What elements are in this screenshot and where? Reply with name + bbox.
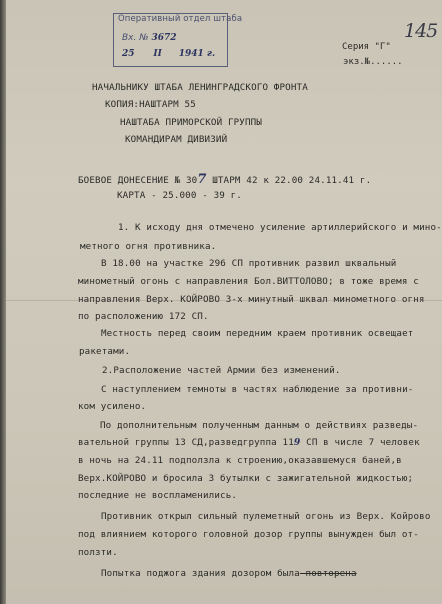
stamp-title: Оперативный отдел штаба: [118, 14, 243, 24]
report-title: БОЕВОЕ ДОНЕСЕНИЕ № 307 ШТАРМ 42 к 22.00 24.11.41 г.: [78, 172, 372, 187]
body-line-2: метного огня противника.: [80, 241, 217, 252]
report-map: КАРТА - 25.000 - 39 г.: [117, 190, 242, 201]
scan-edge: [0, 0, 6, 604]
body-line-14: в ночь на 24.11 подползла к строению,оказавшемуся баней,в: [78, 455, 402, 466]
copy-number: экз.№......: [343, 57, 403, 67]
body-line-17: Противник открыл сильный пулеметный огонь из Верх. Койрово: [101, 511, 431, 522]
addressee-1: НАЧАЛЬНИКУ ШТАБА ЛЕНИНГРАДСКОГО ФРОНТА: [92, 82, 308, 93]
body-line-3: В 18.00 на участке 296 СП противник развил шквальный: [101, 258, 397, 269]
body-line-5: направления Верх. КОЙРОВО 3-х минутный шквал минометного огня: [78, 294, 425, 305]
body-line-20: Попытка поджога здания дозором была повторена: [101, 568, 357, 579]
series-label: Серия "Г": [342, 42, 391, 52]
registration-stamp: [113, 13, 243, 67]
body-line-1: 1. К исходу дня отмечено усиление артиллерийского и мино-: [118, 222, 442, 233]
body-line-19: ползти.: [78, 547, 118, 558]
body-line-13: вательной группы 13 СД,разведгруппа 119 СП в числе 7 человек: [78, 437, 420, 448]
stamp-date: 25 II 1941 г.: [122, 49, 216, 59]
body-line-10: С наступлением темноты в частях наблюдение за противни-: [101, 384, 414, 395]
archive-sheet-number: 145: [404, 20, 438, 42]
body-line-8: ракетами.: [79, 346, 131, 357]
stamp-incoming-number: Вх. № 3672: [122, 33, 177, 43]
body-line-16: последние не воспламенились.: [78, 490, 238, 501]
body-line-12: По дополнительным полученным данным о действиях разведы-: [100, 420, 419, 431]
body-line-4: минометный огонь с направления Бол.ВИТТОЛОВО; в тоже время с: [78, 276, 419, 287]
body-line-9: 2.Расположение частей Армии без изменений.: [102, 365, 341, 376]
addressee-3: НАШТАБА ПРИМОРСКОЙ ГРУППЫ: [120, 117, 263, 128]
body-line-11: ком усилено.: [78, 401, 147, 412]
body-line-18: под влиянием которого головной дозор группы вынужден был от-: [78, 529, 419, 540]
addressee-2: КОПИЯ:НАШТАРМ 55: [105, 99, 196, 110]
body-line-6: по расположению 172 СП.: [78, 311, 209, 322]
body-line-7: Местность перед своим передним краем противник освещает: [101, 328, 414, 339]
body-line-15: Верх.КОЙРОВО и бросила 3 бутылки с зажигательной жидкостью;: [78, 473, 414, 484]
addressee-4: КОМАНДИРАМ ДИВИЗИЙ: [125, 134, 228, 145]
